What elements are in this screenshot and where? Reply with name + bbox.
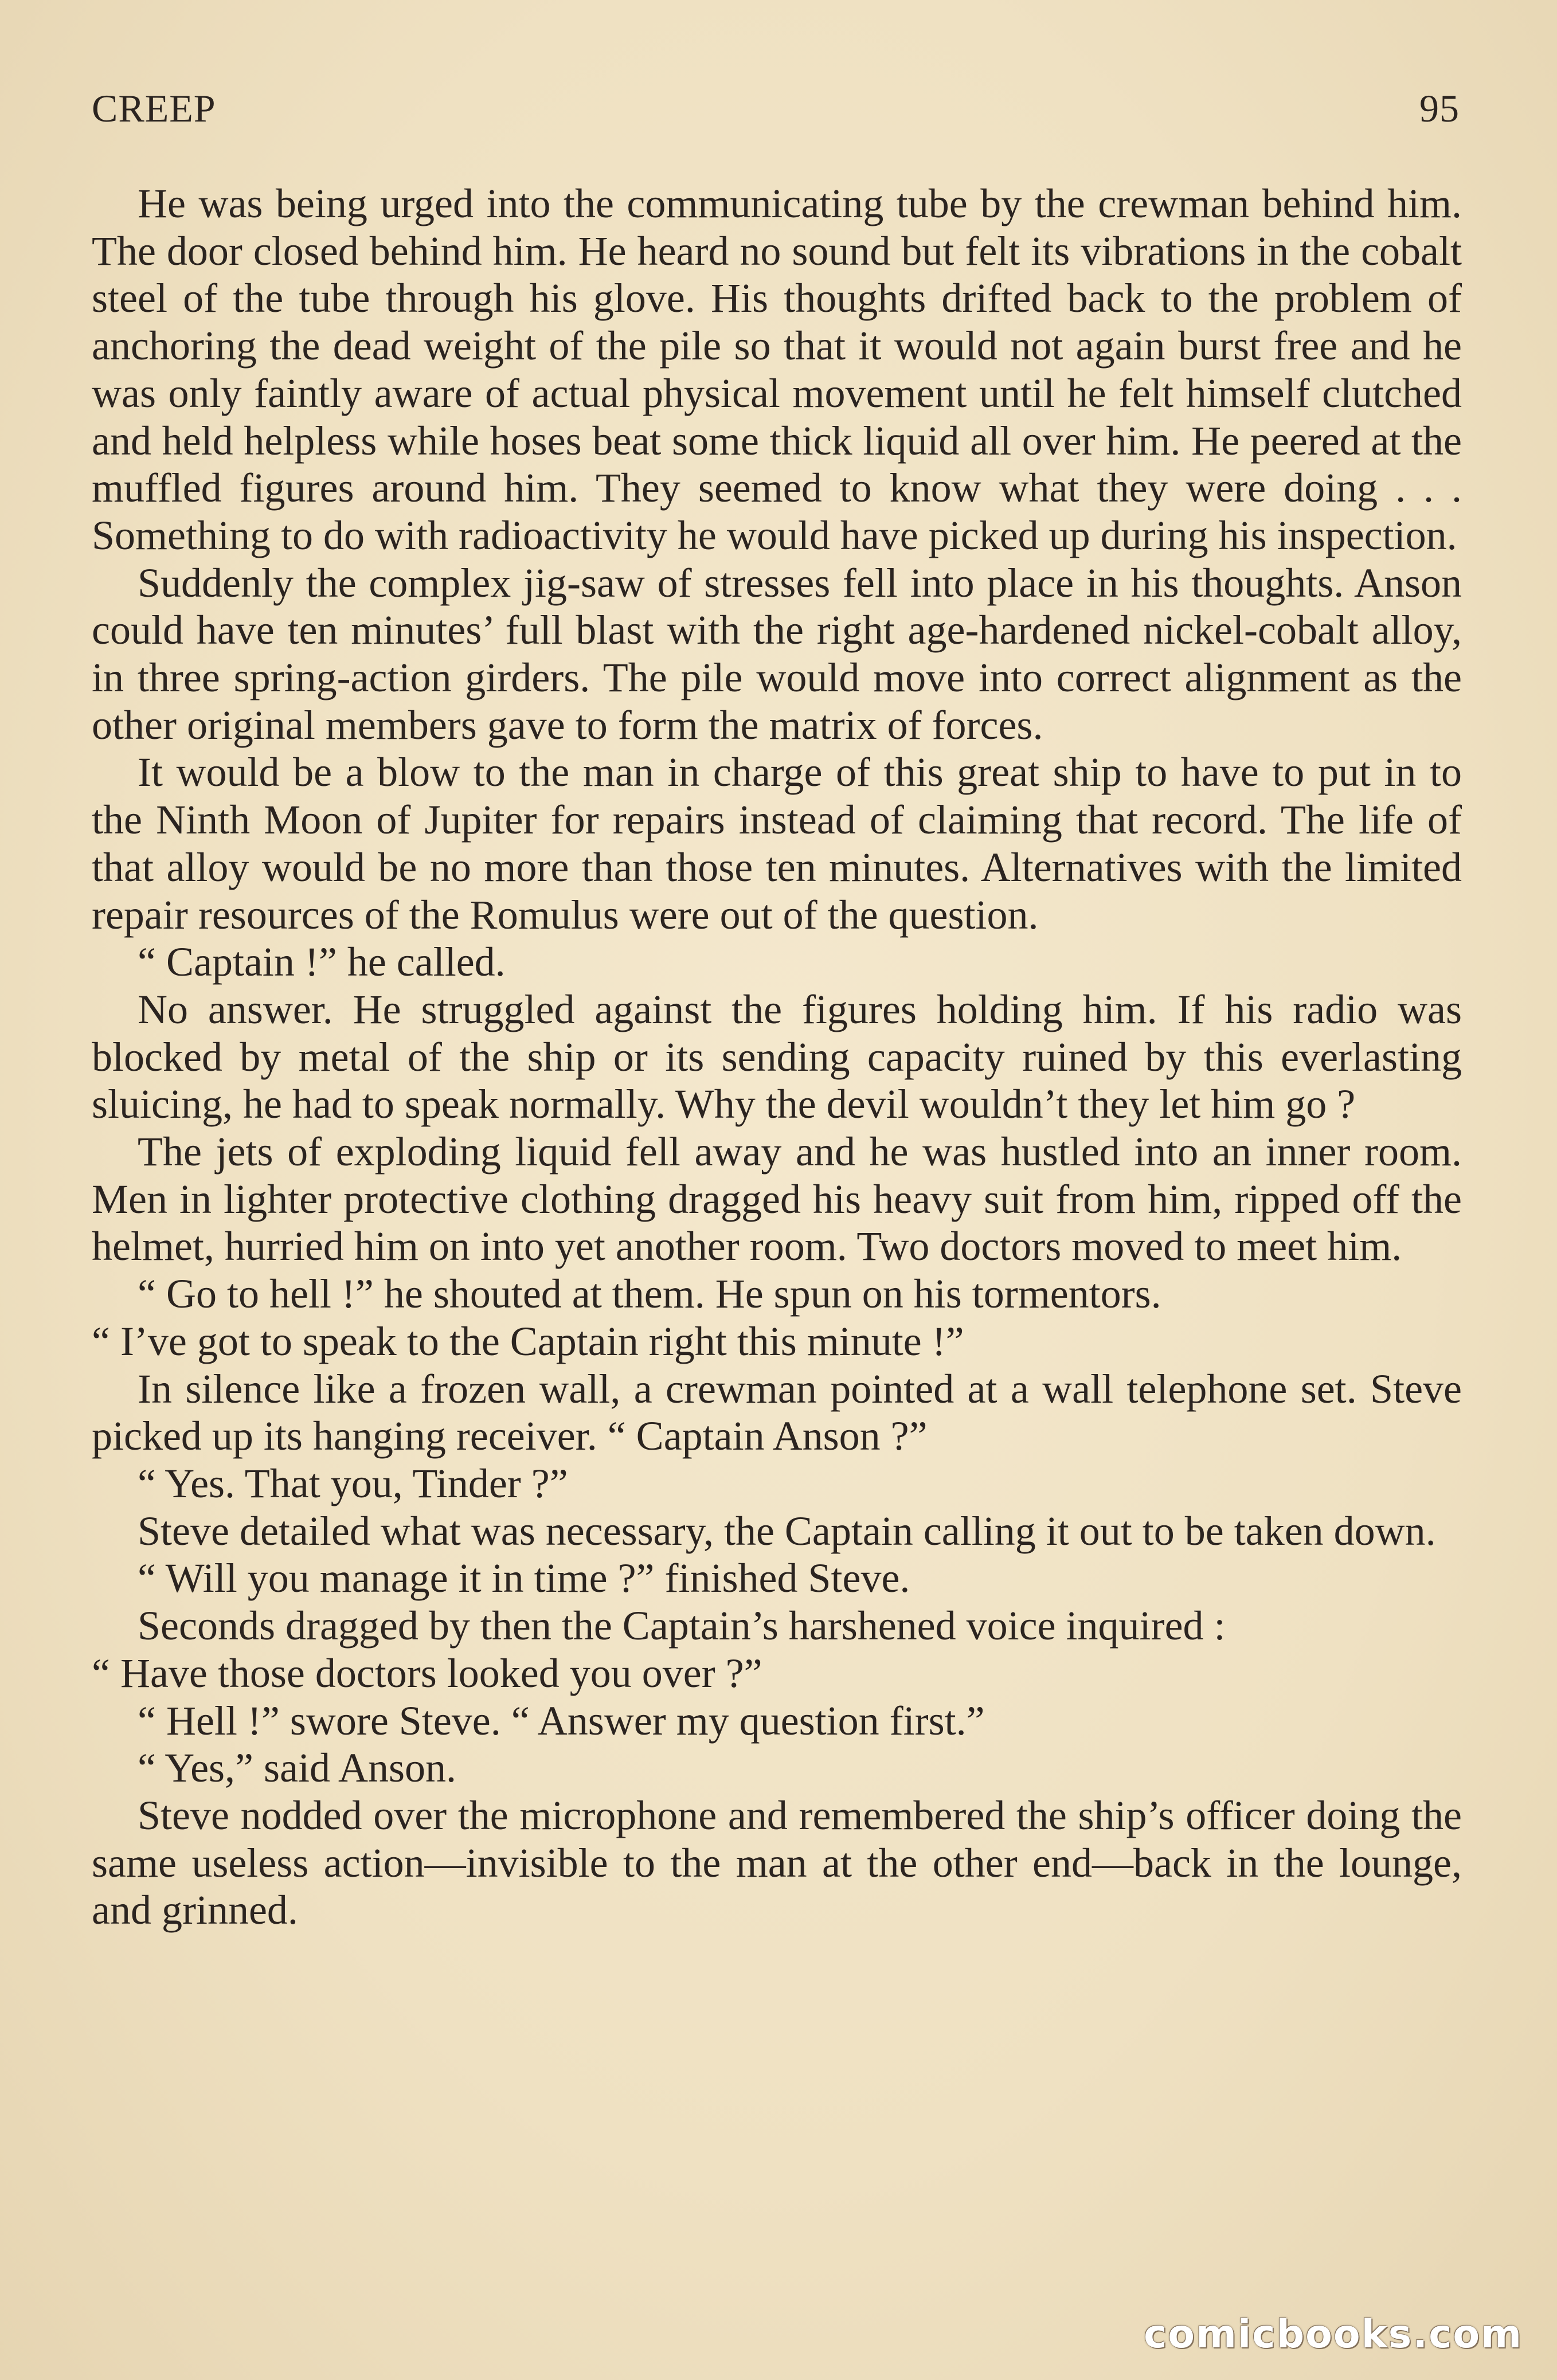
paragraph-4: “ Captain !” he called. [138,939,506,985]
paragraph-10: Steve detailed what was necessary, the Captain calling it out to be taken down. [138,1508,1436,1554]
paragraph-2: Suddenly the complex jig-saw of stresses fell into place in his thoughts. Anson could have ten minutes’ full blast with the right age-hardened nickel-cobalt alloy, in three spring-action girders. The pile would move into correct alignment as the other original members gave to form the matrix of forces. [92,559,1462,748]
paragraph-11: “ Will you manage it in time ?” finished Steve. [138,1555,910,1602]
paragraph-1: He was being urged into the communicating tube by the crewman behind him. The door closed behind him. He heard no sound but felt its vibrations in the cobalt steel of the tube through his glove. His thoughts drifted back to the problem of anchoring the dead weight of the pile so that it would not again burst free and he was only faintly aware of actual physical movement until he felt himself clutched and held helpless while hoses beat some thick liquid all over him. He peered at the muffled figures around him. They seemed to know what they were doing . . . Something to do with radioactivity he would have picked up during his inspection. [92,181,1462,558]
watermark: comicbooks.com [1143,2312,1523,2357]
paragraph-15: Steve nodded over the microphone and remembered the ship’s officer doing the same useless action—invisible to the man at the other end—back in the lounge, and grinned. [92,1792,1462,1933]
running-head [92,86,1460,143]
body-text [92,180,1462,1934]
paragraph-5: No answer. He struggled against the figures holding him. If his radio was blocked by metal of the ship or its sending capacity ruined by this everlasting sluicing, he had to speak normally. Why the devil wouldn’t they let him go ? [92,986,1462,1128]
paragraph-3: It would be a blow to the man in charge of this great ship to have to put in to the Ninth Moon of Jupiter for repairs instead of claiming that record. The life of that alloy would be no more than those ten minutes. Alternatives with the limited repair resources of the Romulus were out of the question. [92,749,1462,938]
paragraph-14: “ Yes,” said Anson. [138,1745,457,1791]
paragraph-8: In silence like a frozen wall, a crewman pointed at a wall telephone set. Steve picked up its hanging receiver. “ Captain Anson ?” [92,1365,1462,1459]
running-title: CREEP [92,87,216,130]
paragraph-12: Seconds dragged by then the Captain’s harshened voice inquired : “ Have those doctors looked you over ?” [92,1603,1226,1696]
paragraph-13: “ Hell !” swore Steve. “ Answer my question first.” [138,1697,985,1744]
paragraph-6: The jets of exploding liquid fell away and he was hustled into an inner room. Men in lighter protective clothing dragged his heavy suit from him, ripped off the helmet, hurried him on into yet another room. Two doctors moved to meet him. [92,1129,1462,1270]
page-number: 95 [1419,87,1460,130]
paragraph-9: “ Yes. That you, Tinder ?” [138,1460,568,1506]
paragraph-7: “ Go to hell !” he shouted at them. He spun on his tormentors. “ I’ve got to speak to the Captain right this minute !” [92,1271,1161,1364]
